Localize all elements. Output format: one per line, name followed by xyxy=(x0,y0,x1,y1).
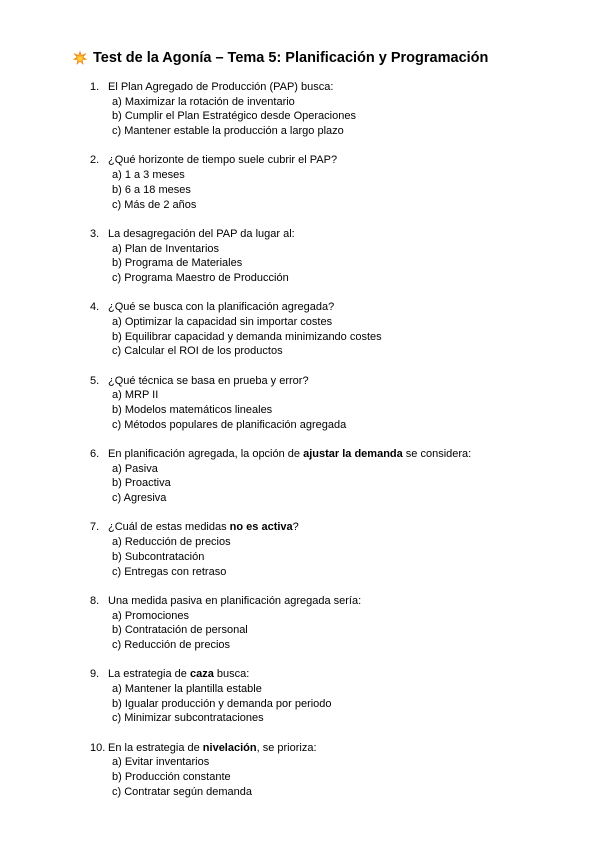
question-number: 1. xyxy=(90,81,100,93)
option-list xyxy=(90,609,570,653)
question-number: 7. xyxy=(90,521,100,534)
question-text-part: ? xyxy=(292,521,299,534)
option-list xyxy=(90,535,570,579)
option-list xyxy=(90,388,570,432)
question-line xyxy=(90,447,570,462)
option-list xyxy=(90,95,570,139)
question-text xyxy=(108,374,309,389)
question-text-part: La desagregación del PAP da lugar al: xyxy=(108,227,295,240)
answer-option: b) Producción constante xyxy=(112,771,231,784)
question-text-part: El Plan Agregado de Producción (PAP) busca: xyxy=(108,81,334,93)
question-emphasis: no es activa xyxy=(229,521,293,534)
question-item xyxy=(90,741,570,800)
answer-option: a) Optimizar la capacidad sin importar costes xyxy=(112,315,333,328)
answer-option: a) Pasiva xyxy=(112,462,158,475)
question-number: 3. xyxy=(90,227,100,240)
answer-option: c) Entregas con retraso xyxy=(112,565,227,578)
question-text xyxy=(108,667,249,682)
question-item xyxy=(90,447,570,506)
question-line xyxy=(90,667,570,682)
question-emphasis: ajustar la demanda xyxy=(303,448,403,461)
question-text-part: ¿Qué técnica se basa en prueba y error? xyxy=(108,374,309,387)
option-list xyxy=(90,242,570,286)
answer-option: b) Subcontratación xyxy=(112,550,205,563)
question-number: 9. xyxy=(90,668,100,681)
answer-option: c) Agresiva xyxy=(112,492,167,505)
question-text xyxy=(108,300,334,315)
option-list xyxy=(90,168,570,212)
option-list xyxy=(90,755,570,799)
answer-option: b) Igualar producción y demanda por periodo xyxy=(112,697,332,710)
question-line xyxy=(90,741,570,756)
question-text xyxy=(108,741,317,756)
answer-option: c) Minimizar subcontrataciones xyxy=(112,712,264,725)
question-text-part: Una medida pasiva en planificación agregada sería: xyxy=(108,594,362,607)
question-item xyxy=(90,300,570,359)
question-number: 4. xyxy=(90,301,100,314)
answer-option: a) Plan de Inventarios xyxy=(112,242,220,255)
question-text xyxy=(108,80,333,95)
question-text-part: En la estrategia de xyxy=(108,741,203,754)
question-text xyxy=(108,227,295,242)
question-text-part: En planificación agregada, la opción de xyxy=(108,448,304,461)
question-number: 5. xyxy=(90,374,100,387)
question-emphasis: nivelación xyxy=(202,741,257,754)
answer-option: a) MRP II xyxy=(112,389,159,402)
answer-option: a) Evitar inventarios xyxy=(112,756,210,769)
question-line xyxy=(90,374,570,389)
question-line xyxy=(90,594,570,609)
question-number: 2. xyxy=(90,154,100,167)
question-item xyxy=(90,374,570,433)
answer-option: b) Modelos matemáticos lineales xyxy=(112,404,273,417)
question-item xyxy=(90,153,570,212)
answer-option: c) Contratar según demanda xyxy=(112,785,253,798)
answer-option: a) Reducción de precios xyxy=(112,536,231,549)
question-text xyxy=(108,447,471,462)
question-text-part: se considera: xyxy=(402,448,472,461)
question-line xyxy=(90,153,570,168)
question-line xyxy=(90,227,570,242)
question-text xyxy=(108,594,361,609)
collision-icon xyxy=(72,50,88,66)
question-number: 10. xyxy=(90,741,106,754)
answer-option: b) Cumplir el Plan Estratégico desde Operaciones xyxy=(112,110,356,123)
page-title xyxy=(72,50,488,66)
question-item xyxy=(90,227,570,286)
question-item xyxy=(90,520,570,579)
question-item xyxy=(90,667,570,726)
answer-option: c) Más de 2 años xyxy=(112,198,197,211)
answer-option: c) Programa Maestro de Producción xyxy=(112,271,289,284)
question-text-part: , se prioriza: xyxy=(256,741,317,754)
question-item xyxy=(90,594,570,653)
answer-option: c) Reducción de precios xyxy=(112,638,231,651)
answer-option: c) Mantener estable la producción a largo plazo xyxy=(112,125,344,138)
answer-option: b) 6 a 18 meses xyxy=(112,183,191,196)
option-list xyxy=(90,315,570,359)
question-number: 8. xyxy=(90,594,100,607)
answer-option: b) Programa de Materiales xyxy=(112,257,243,270)
answer-option: b) Equilibrar capacidad y demanda minimizando costes xyxy=(112,330,382,343)
answer-option: b) Proactiva xyxy=(112,477,171,490)
question-text xyxy=(108,520,299,535)
question-emphasis: caza xyxy=(189,668,214,681)
option-list xyxy=(90,462,570,506)
answer-option: c) Calcular el ROI de los productos xyxy=(112,345,283,358)
question-text-part: busca: xyxy=(213,668,250,681)
question-line xyxy=(90,520,570,535)
answer-option: c) Métodos populares de planificación agregada xyxy=(112,418,347,431)
question-text-part: ¿Qué se busca con la planificación agregada? xyxy=(108,301,335,314)
question-line xyxy=(90,300,570,315)
answer-option: a) Mantener la plantilla estable xyxy=(112,682,262,695)
title-text: Test de la Agonía – Tema 5: Planificación y Programación xyxy=(93,50,489,66)
answer-option: a) 1 a 3 meses xyxy=(112,169,185,182)
answer-option: b) Contratación de personal xyxy=(112,624,248,637)
question-text xyxy=(108,153,337,168)
answer-option: a) Promociones xyxy=(112,609,190,622)
answer-option: a) Maximizar la rotación de inventario xyxy=(112,95,295,108)
question-line xyxy=(90,80,570,95)
question-item xyxy=(90,80,570,139)
option-list xyxy=(90,682,570,726)
question-text-part: ¿Cuál de estas medidas xyxy=(108,521,230,534)
question-number: 6. xyxy=(90,448,100,461)
question-text-part: La estrategia de xyxy=(108,668,190,681)
question-list xyxy=(90,80,570,814)
question-text-part: ¿Qué horizonte de tiempo suele cubrir el PAP? xyxy=(108,154,338,167)
